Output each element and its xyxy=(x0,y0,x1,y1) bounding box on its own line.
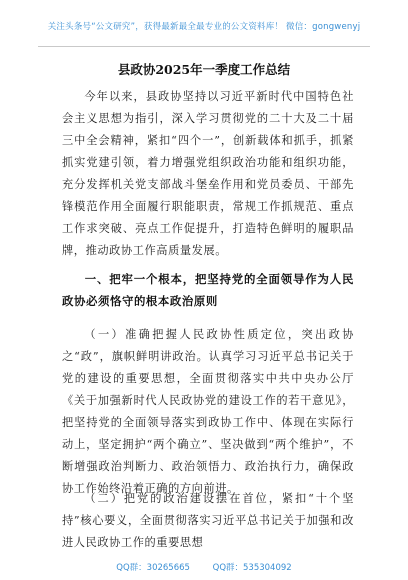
document-title: 县政协2025年一季度工作总结 xyxy=(117,62,291,77)
footer-qq-groups xyxy=(0,561,408,573)
paragraph-1: （一）准确把握人民政协性质定位，突出政协之“政”，旗帜鲜明讲政治。认真学习习近平总书记关于党的建设的重要思想，全面贯彻落实中共中央办公厅《关于加强新时代人民政协党的建设工作的若干意见》，把坚持党的全面领导落实到政协工作中、体现在实际行动上，坚定拥护“两个确立”、坚决做到“两个维护”，不断增强政治判断力、政治领悟力、政治执行力，确保政协工作始终沿着正确的方向前进。 xyxy=(62,328,354,495)
qq-group-2: QQ群：535304092 xyxy=(212,563,292,573)
header-divider xyxy=(38,46,370,47)
qq-group-1: QQ群：30265665 xyxy=(116,563,190,573)
paragraph-2: （二）把党的政治建设摆在首位，紧扣“十个坚持”核心要义，全面贯彻落实习近平总书记关于加强和改进人民政协工作的重要思想 xyxy=(62,492,354,549)
header-promo-banner: 关注头条号“公文研究”，获得最新最全最专业的公文资料库！ 微信：gongwenyj xyxy=(47,22,361,32)
intro-paragraph: 今年以来，县政协坚持以习近平新时代中国特色社会主义思想为指引，深入学习贯彻党的二十大及二十届三中全会精神，紧扣“四个一”，创新载体和抓手，抓紧抓实党建引领，着力增强党组织政治功能和组织功能，充分发挥机关党支部战斗堡垒作用和党员委员、干部先锋模范作用全面履行职能职责，常规工作抓规范、重点工作求突破、亮点工作促提升，打造特色鲜明的履职品牌，推动政协工作高质量发展。 xyxy=(62,90,354,257)
section-heading-1: 一、把牢一个根本，把坚持党的全面领导作为人民政协必须恪守的根本政治原则 xyxy=(62,272,354,308)
